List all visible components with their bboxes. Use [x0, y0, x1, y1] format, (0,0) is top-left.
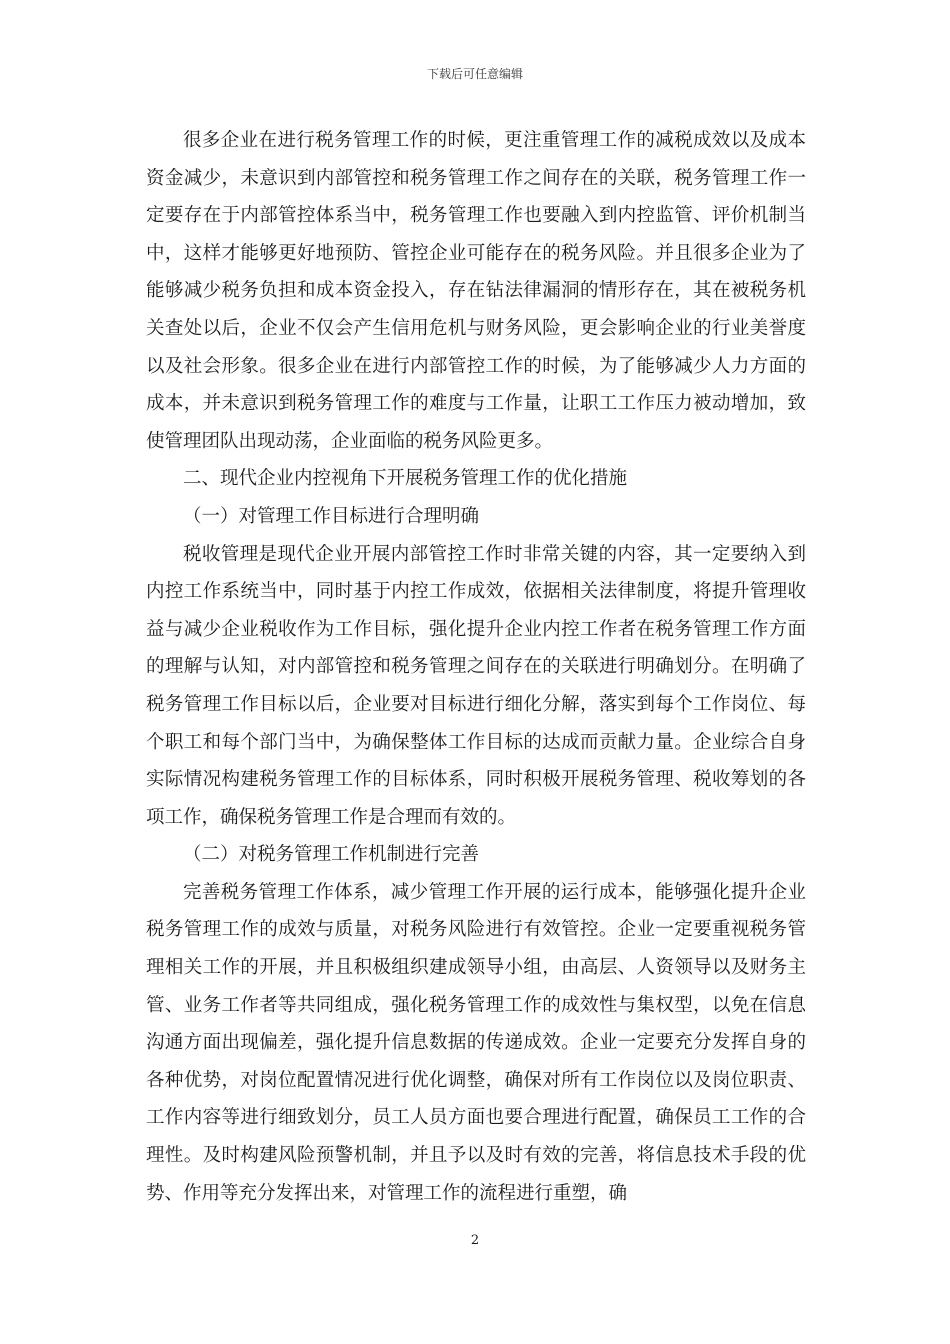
paragraph-tax-management-mechanism: 完善税务管理工作体系，减少管理工作开展的运行成本，能够强化提升企业税务管理工作的成效与质量，对税务风险进行有效管控。企业一定要重视税务管理相关工作的开展，并且积极组织建成领导小组，由高层、人资领导以及财务主管、业务工作者等共同组成，强化税务管理工作的成效性与集权型，以免在信息沟通方面出现偏差，强化提升信息数据的传递成效。企业一定要充分发挥自身的各种优势，对岗位配置情况进行优化调整，确保对所有工作岗位以及岗位职责、工作内容等进行细致划分，员工人员方面也要合理进行配置，确保员工工作的合理性。及时构建风险预警机制，并且予以及时有效的完善，将信息技术手段的优势、作用等充分发挥出来，对管理工作的流程进行重塑，确	[146, 881, 806, 1204]
paragraph-tax-risk-awareness: 很多企业在进行税务管理工作的时候，更注重管理工作的减税成效以及成本资金减少，未意识到内部管控和税务管理工作之间存在的关联，税务管理工作一定要存在于内部管控体系当中，税务管理工作也要融入到内控监管、评价机制当中，这样才能够更好地预防、管控企业可能存在的税务风险。并且很多企业为了能够减少税务负担和成本资金投入，存在钻法律漏洞的情形存在，其在被税务机关查处以后，企业不仅会产生信用危机与财务风险，更会影响企业的行业美誉度以及社会形象。很多企业在进行内部管控工作的时候，为了能够减少人力方面的成本，并未意识到税务管理工作的难度与工作量，让职工工作压力被动增加，致使管理团队出现动荡，企业面临的税务风险更多。	[146, 130, 806, 452]
section-heading-optimization-measures: 二、现代企业内控视角下开展税务管理工作的优化措施	[183, 468, 628, 490]
subheading-improve-mechanism: （二）对税务管理工作机制进行完善	[183, 844, 480, 866]
paragraph-tax-management-goals: 税收管理是现代企业开展内部管控工作时非常关键的内容，其一定要纳入到内控工作系统当中，同时基于内控工作成效，依据相关法律制度，将提升管理收益与减少企业税收作为工作目标，强化提升企业内控工作者在税务管理工作方面的理解与认知，对内部管控和税务管理之间存在的关联进行明确划分。在明确了税务管理工作目标以后，企业要对目标进行细化分解，落实到每个工作岗位、每个职工和每个部门当中，为确保整体工作目标的达成而贡献力量。企业综合自身实际情况构建税务管理工作的目标体系，同时积极开展税务管理、税收筹划的各项工作，确保税务管理工作是合理而有效的。	[146, 543, 806, 828]
document-body	[146, 122, 806, 1212]
page-number: 2	[470, 1233, 480, 1248]
page-header: 下载后可任意编辑	[426, 67, 523, 81]
subheading-clarify-goals: （一）对管理工作目标进行合理明确	[183, 505, 480, 527]
